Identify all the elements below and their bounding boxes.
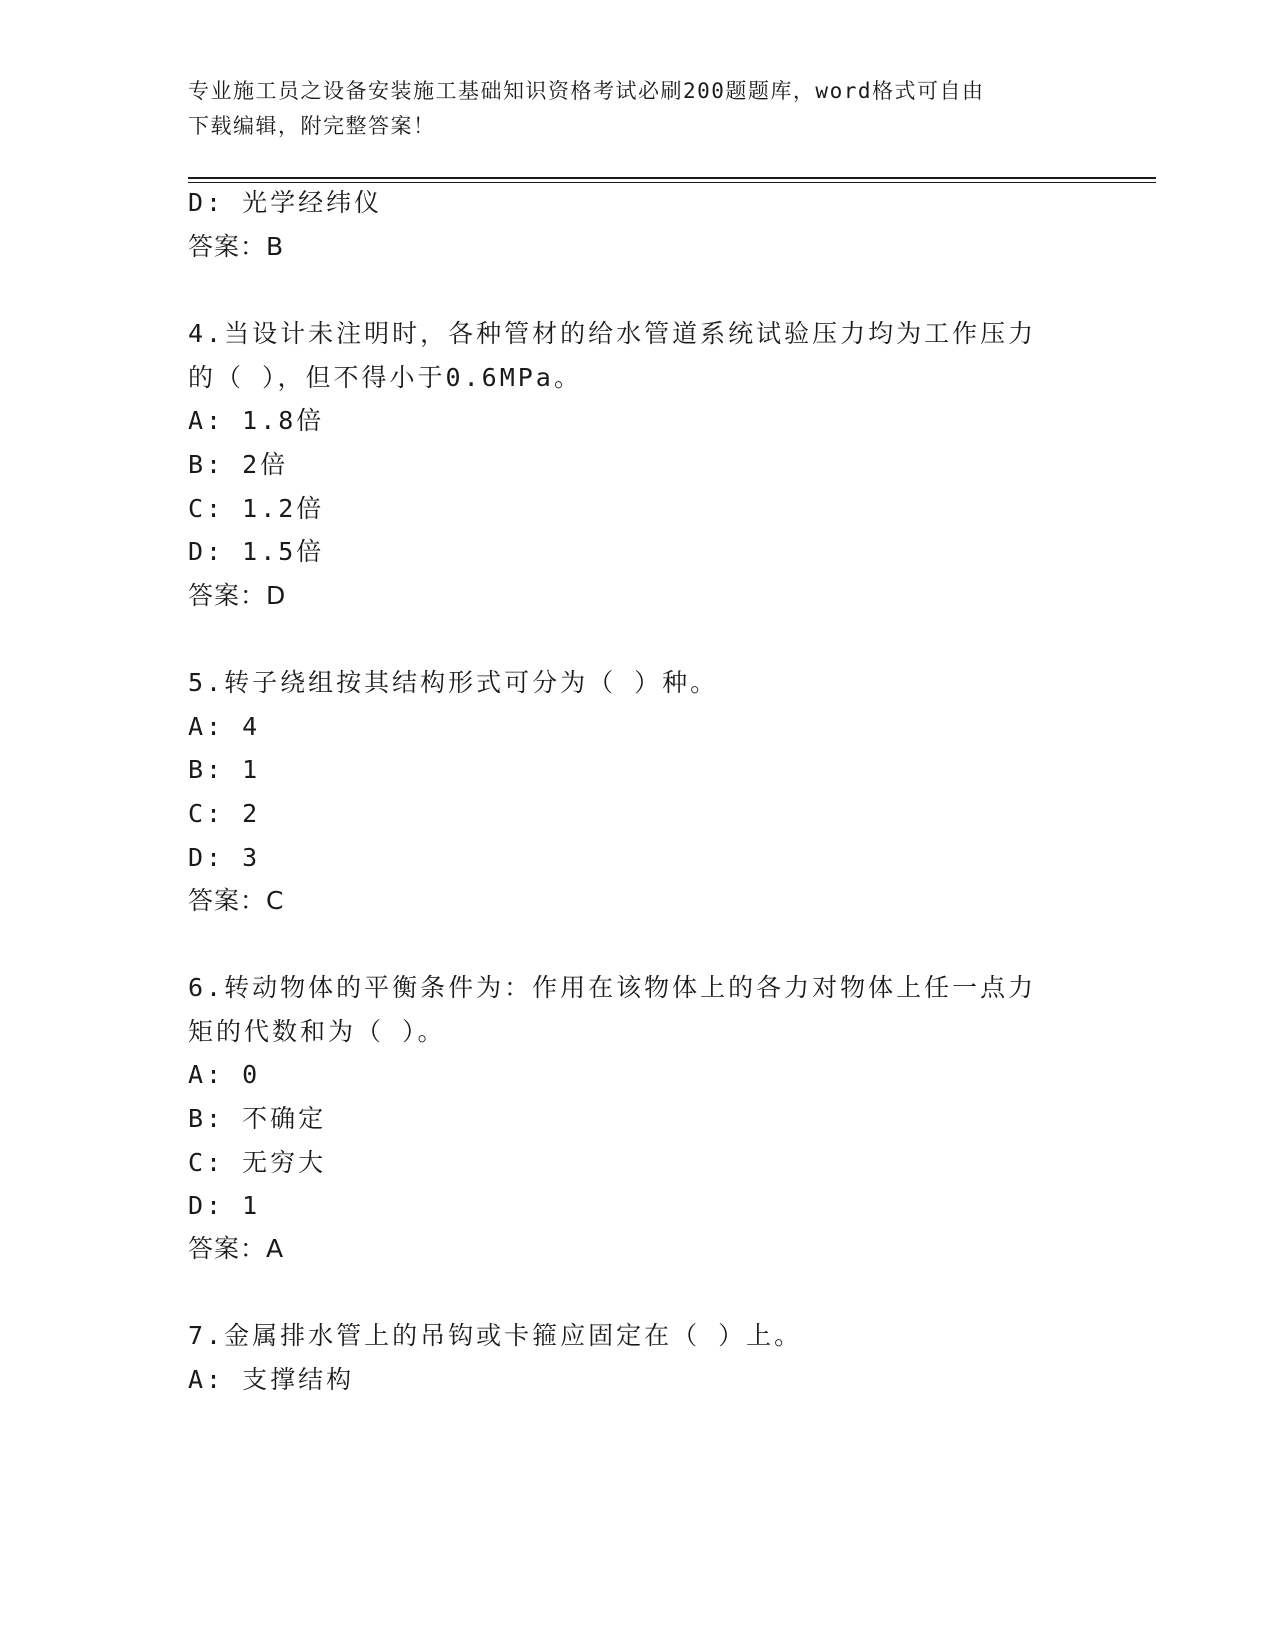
q5-answer: 答案：C [188, 886, 285, 915]
document-header [188, 74, 1088, 144]
q4-option-d: D: 1.5倍 [188, 537, 325, 566]
q6-stem-line-2: 矩的代数和为（ ）。 [188, 1017, 446, 1046]
q5-option-c: C: 2 [188, 799, 261, 828]
q4-option-b: B: 2倍 [188, 450, 289, 479]
q4-option-a: A: 1.8倍 [188, 406, 325, 435]
q5-stem-line-1: 5.转子绕组按其结构形式可分为（ ）种。 [188, 668, 719, 697]
header-rule-thick [188, 177, 1156, 179]
prev-option-d: D: 光学经纬仪 [188, 188, 383, 217]
q4-stem-line-1: 4.当设计未注明时，各种管材的给水管道系统试验压力均为工作压力 [188, 319, 1037, 348]
header-rule-thin [188, 182, 1156, 183]
q4-option-c: C: 1.2倍 [188, 494, 325, 523]
q6-stem-line-1: 6.转动物体的平衡条件为：作用在该物体上的各力对物体上任一点力 [188, 973, 1037, 1002]
header-line-1: 专业施工员之设备安装施工基础知识资格考试必刷200题题库，word格式可自由 [188, 79, 985, 103]
q6-option-c: C: 无穷大 [188, 1148, 327, 1177]
q6-answer: 答案：A [188, 1234, 285, 1263]
q6-option-d: D: 1 [188, 1191, 261, 1220]
q5-option-d: D: 3 [188, 843, 261, 872]
q5-option-a: A: 4 [188, 712, 261, 741]
q6-option-b: B: 不确定 [188, 1104, 327, 1133]
header-line-2: 下载编辑，附完整答案！ [188, 114, 436, 138]
q4-stem-line-2: 的（ ），但不得小于0.6MPa。 [188, 363, 582, 392]
q6-option-a: A: 0 [188, 1060, 261, 1089]
q7-stem-line-1: 7.金属排水管上的吊钩或卡箍应固定在（ ）上。 [188, 1321, 803, 1350]
q7-option-a: A: 支撑结构 [188, 1365, 355, 1394]
q5-option-b: B: 1 [188, 755, 261, 784]
q4-answer: 答案：D [188, 581, 287, 610]
prev-answer: 答案：B [188, 232, 285, 261]
